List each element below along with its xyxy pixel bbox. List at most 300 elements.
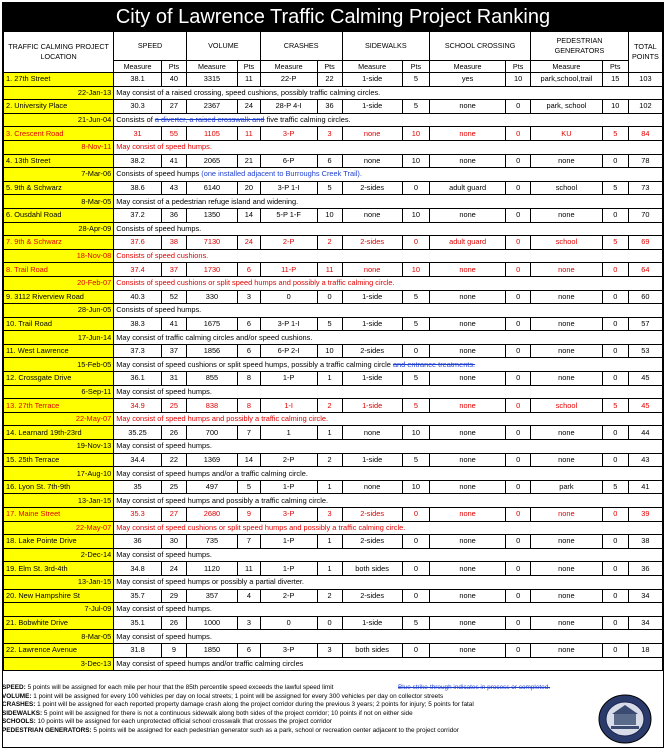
cell-vol: 838 [186,399,237,413]
cell-vol: 1120 [186,562,237,576]
cell-scp: 0 [506,480,531,494]
cell-sw: 1-side [342,73,402,87]
cell-sw: 1-side [342,399,402,413]
subheader-measure: Measure [430,61,506,73]
cell-cr: 22-P [260,73,317,87]
cell-loc: 2. University Place [4,100,114,114]
cell-crp: 3 [317,127,342,141]
cell-spp: 52 [161,290,186,304]
cell-volp: 4 [238,589,261,603]
cell-pgp: 5 [602,399,628,413]
cell-crp: 2 [317,453,342,467]
note-text: May consist of speed humps. [114,630,663,644]
note-date: 17-Aug-10 [4,467,114,481]
cell-sw: none [342,480,402,494]
cell-sc: none [430,508,506,522]
cell-sw: none [342,127,402,141]
cell-swp: 0 [402,643,429,657]
cell-cr: 3-P [260,127,317,141]
note-text: May consist of speed humps. [114,140,663,154]
subheader-measure: Measure [186,61,237,73]
cell-sp: 35.3 [114,508,162,522]
note-date: 28-Apr-09 [4,222,114,236]
cell-vol: 1000 [186,616,237,630]
cell-swp: 5 [402,290,429,304]
cell-vol: 2367 [186,100,237,114]
table-row [4,643,663,657]
cell-cr: 6-P 2-I [260,344,317,358]
blue-strike-note: Blue strike-through indicates in process or completed. [398,684,551,691]
cell-spp: 26 [161,616,186,630]
cell-swp: 5 [402,453,429,467]
cell-crp: 0 [317,616,342,630]
note-text: May consist of speed humps and/or traffic calming circles [114,657,663,671]
cell-loc: 3. Crescent Road [4,127,114,141]
cell-tot: 18 [628,643,662,657]
cell-volp: 9 [238,508,261,522]
note-date: 20-Feb-07 [4,276,114,290]
cell-pgp: 0 [602,426,628,440]
cell-loc: 18. Lake Pointe Drive [4,535,114,549]
cell-pgp: 15 [602,73,628,87]
cell-vol: 7130 [186,236,237,250]
cell-spp: 25 [161,480,186,494]
cell-scp: 0 [506,643,531,657]
cell-sw: none [342,426,402,440]
legend-sidewalks: SIDEWALKS: 5 point will be assigned for there is not a continuous sidewalk along both sides of the project corridor; 10 points if not on either side [2,709,413,717]
note-row [4,140,663,154]
cell-swp: 0 [402,508,429,522]
cell-volp: 7 [238,426,261,440]
cell-sw: 2-sides [342,508,402,522]
cell-swp: 5 [402,616,429,630]
cell-pgp: 0 [602,453,628,467]
note-text: May consist of speed humps and possibly a traffic calming circle. [114,494,663,508]
cell-sc: none [430,154,506,168]
cell-volp: 3 [238,616,261,630]
cell-tot: 43 [628,453,662,467]
cell-spp: 40 [161,73,186,87]
cell-tot: 73 [628,181,662,195]
cell-tot: 69 [628,236,662,250]
cell-sc: none [430,317,506,331]
cell-sp: 40.3 [114,290,162,304]
cell-loc: 16. Lyon St. 7th-9th [4,480,114,494]
cell-loc: 17. Maine Street [4,508,114,522]
cell-sc: none [430,263,506,277]
cell-crp: 10 [317,344,342,358]
cell-vol: 1856 [186,344,237,358]
cell-spp: 27 [161,100,186,114]
note-text: May consist of speed humps or possibly a partial diverter. [114,575,663,589]
subheader-pts: Pts [317,61,342,73]
cell-sc: none [430,399,506,413]
note-row [4,440,663,454]
cell-loc: 8. Trail Road [4,263,114,277]
cell-sw: 2-sides [342,589,402,603]
cell-pg: none [531,263,603,277]
legend [2,684,602,736]
note-row [4,548,663,562]
cell-volp: 24 [238,100,261,114]
cell-tot: 45 [628,372,662,386]
cell-volp: 20 [238,181,261,195]
cell-sp: 34.4 [114,453,162,467]
cell-volp: 14 [238,208,261,222]
note-date: 15-Feb-05 [4,358,114,372]
cell-vol: 6140 [186,181,237,195]
table-row [4,508,663,522]
cell-pgp: 0 [602,372,628,386]
cell-scp: 0 [506,535,531,549]
note-date: 2-Dec-14 [4,548,114,562]
legend-schools: SCHOOLS: 10 points will be assigned for each unprotected official school crosswalk that crosses the project corridor [2,718,332,726]
cell-crp: 2 [317,236,342,250]
legend-volume: VOLUME: 1 point will be assigned for every 100 vehicles per day on local streets; 1 point will be assigned for every 300 vehicles per day on collector streets [2,692,444,700]
cell-cr: 1 [260,426,317,440]
note-row [4,358,663,372]
cell-loc: 11. West Lawrence [4,344,114,358]
note-text: May consist of speed cushions or split speed humps, possibly a traffic calming circle and entrance treatments. [114,358,663,372]
cell-sc: none [430,643,506,657]
note-row [4,86,663,100]
cell-sw: none [342,208,402,222]
table-row [4,453,663,467]
table-row [4,208,663,222]
cell-spp: 26 [161,426,186,440]
header-volume: VOLUME [186,32,260,61]
cell-pgp: 5 [602,181,628,195]
note-date: 8-Nov-11 [4,140,114,154]
cell-spp: 9 [161,643,186,657]
cell-tot: 45 [628,399,662,413]
cell-vol: 1105 [186,127,237,141]
note-text: May consist of speed humps. [114,440,663,454]
cell-pgp: 0 [602,208,628,222]
subheader-measure: Measure [260,61,317,73]
cell-swp: 0 [402,236,429,250]
table-row [4,263,663,277]
cell-scp: 0 [506,344,531,358]
cell-cr: 3-P 1-I [260,317,317,331]
note-row [4,521,663,535]
note-row [4,304,663,318]
cell-sc: adult guard [430,236,506,250]
table-row [4,344,663,358]
header-location: TRAFFIC CALMING PROJECT LOCATION [4,32,114,73]
cell-vol: 2065 [186,154,237,168]
cell-tot: 41 [628,480,662,494]
cell-pg: none [531,290,603,304]
cell-volp: 6 [238,344,261,358]
note-date: 17-Jun-14 [4,331,114,345]
cell-cr: 1-P [260,535,317,549]
cell-sc: none [430,562,506,576]
cell-pg: none [531,372,603,386]
cell-pg: none [531,453,603,467]
cell-volp: 24 [238,236,261,250]
cell-sp: 31 [114,127,162,141]
cell-pgp: 0 [602,154,628,168]
note-text: Consists of speed cushions. [114,249,663,263]
cell-tot: 102 [628,100,662,114]
cell-pgp: 0 [602,317,628,331]
cell-scp: 0 [506,317,531,331]
note-row [4,168,663,182]
note-date: 18-Nov-08 [4,249,114,263]
cell-sw: both sides [342,562,402,576]
cell-tot: 60 [628,290,662,304]
cell-vol: 735 [186,535,237,549]
city-seal-icon [597,693,653,745]
cell-sp: 36 [114,535,162,549]
cell-loc: 1. 27th Street [4,73,114,87]
cell-scp: 0 [506,426,531,440]
cell-cr: 11-P [260,263,317,277]
note-row [4,603,663,617]
table-row [4,426,663,440]
cell-tot: 64 [628,263,662,277]
cell-swp: 10 [402,480,429,494]
cell-volp: 21 [238,154,261,168]
cell-swp: 0 [402,589,429,603]
cell-cr: 1-P [260,562,317,576]
cell-crp: 5 [317,181,342,195]
cell-pg: park,school,trail [531,73,603,87]
cell-pg: none [531,344,603,358]
cell-loc: 12. Crossgate Drive [4,372,114,386]
cell-cr: 3-P 1-I [260,181,317,195]
cell-swp: 5 [402,399,429,413]
header-speed: SPEED [114,32,187,61]
cell-vol: 1850 [186,643,237,657]
note-text: May consist of speed humps. [114,385,663,399]
note-text: Consists of speed humps. [114,304,663,318]
cell-sp: 38.1 [114,73,162,87]
note-date: 13-Jan-15 [4,494,114,508]
cell-cr: 6-P [260,154,317,168]
cell-pg: none [531,616,603,630]
cell-crp: 0 [317,290,342,304]
note-text: Consists of speed humps. [114,222,663,236]
cell-sw: 1-side [342,616,402,630]
cell-sp: 35.1 [114,616,162,630]
note-row [4,276,663,290]
cell-pgp: 0 [602,643,628,657]
cell-cr: 5-P 1-F [260,208,317,222]
note-date: 7-Jul-09 [4,603,114,617]
note-text: May consist of speed humps. [114,603,663,617]
cell-pgp: 0 [602,263,628,277]
cell-sc: none [430,453,506,467]
table-row [4,154,663,168]
cell-tot: 34 [628,589,662,603]
note-row [4,494,663,508]
cell-sp: 30.3 [114,100,162,114]
cell-scp: 0 [506,154,531,168]
cell-volp: 7 [238,535,261,549]
note-date: 22-May-07 [4,521,114,535]
cell-swp: 0 [402,535,429,549]
table-row [4,616,663,630]
subheader-measure: Measure [531,61,603,73]
cell-spp: 24 [161,562,186,576]
cell-pg: none [531,535,603,549]
cell-tot: 84 [628,127,662,141]
cell-cr: 2-P [260,236,317,250]
cell-sp: 36.1 [114,372,162,386]
cell-sc: none [430,589,506,603]
cell-tot: 36 [628,562,662,576]
cell-vol: 1369 [186,453,237,467]
cell-sc: none [430,372,506,386]
cell-crp: 2 [317,589,342,603]
cell-sp: 38.3 [114,317,162,331]
cell-crp: 1 [317,426,342,440]
cell-sc: none [430,344,506,358]
cell-sp: 34.8 [114,562,162,576]
cell-loc: 13. 27th Terrace [4,399,114,413]
cell-scp: 0 [506,127,531,141]
cell-swp: 10 [402,154,429,168]
cell-spp: 29 [161,589,186,603]
cell-sp: 37.2 [114,208,162,222]
cell-tot: 34 [628,616,662,630]
cell-tot: 53 [628,344,662,358]
cell-pgp: 10 [602,100,628,114]
cell-tot: 78 [628,154,662,168]
cell-sw: 1-side [342,372,402,386]
table-row [4,535,663,549]
cell-crp: 3 [317,643,342,657]
cell-crp: 1 [317,535,342,549]
cell-vol: 1350 [186,208,237,222]
cell-sw: none [342,154,402,168]
header-total-points: TOTAL POINTS [628,32,662,73]
note-text: Consists of speed humps (one installed adjacent to Burroughs Creek Trail). [114,168,663,182]
cell-scp: 0 [506,181,531,195]
note-text: Consists of speed cushions or split speed humps and possibly a traffic calming circle. [114,276,663,290]
note-row [4,195,663,209]
cell-cr: 1-P [260,372,317,386]
note-text: Consists of a diverter, a raised crosswalk and five traffic calming circles. [114,113,663,127]
cell-volp: 3 [238,290,261,304]
cell-spp: 25 [161,399,186,413]
note-text: May consist of speed humps and possibly a traffic calming circle. [114,412,663,426]
note-date: 13-Jan-15 [4,575,114,589]
cell-pg: none [531,589,603,603]
table-row [4,236,663,250]
cell-cr: 2-P [260,453,317,467]
cell-pgp: 0 [602,508,628,522]
subheader-pts: Pts [506,61,531,73]
cell-volp: 8 [238,399,261,413]
cell-spp: 55 [161,127,186,141]
cell-tot: 103 [628,73,662,87]
cell-sw: 2-sides [342,535,402,549]
note-text: May consist of traffic calming circles and/or speed cushions. [114,331,663,345]
cell-loc: 4. 13th Street [4,154,114,168]
cell-cr: 3-P [260,643,317,657]
cell-crp: 1 [317,372,342,386]
cell-pgp: 0 [602,290,628,304]
header-pedestrian-generators: PEDESTRIAN GENERATORS [531,32,629,61]
note-date: 7-Mar-06 [4,168,114,182]
cell-sp: 35.25 [114,426,162,440]
cell-sp: 37.6 [114,236,162,250]
cell-pg: none [531,154,603,168]
cell-loc: 21. Bobwhite Drive [4,616,114,630]
cell-cr: 0 [260,616,317,630]
table-row [4,127,663,141]
cell-pgp: 5 [602,236,628,250]
cell-crp: 11 [317,263,342,277]
cell-sp: 35.7 [114,589,162,603]
note-text: May consist of a pedestrian refuge island and widening. [114,195,663,209]
ranking-sheet [2,2,664,748]
note-date: 8-Mar-05 [4,195,114,209]
cell-cr: 2-P [260,589,317,603]
cell-volp: 6 [238,643,261,657]
cell-spp: 37 [161,263,186,277]
cell-tot: 70 [628,208,662,222]
cell-scp: 0 [506,236,531,250]
cell-loc: 7. 9th & Schwarz [4,236,114,250]
note-row [4,222,663,236]
cell-pg: none [531,643,603,657]
cell-volp: 11 [238,127,261,141]
cell-scp: 10 [506,73,531,87]
cell-vol: 357 [186,589,237,603]
cell-sw: 2-sides [342,344,402,358]
cell-loc: 19. Elm St. 3rd-4th [4,562,114,576]
cell-crp: 5 [317,317,342,331]
cell-spp: 30 [161,535,186,549]
cell-scp: 0 [506,100,531,114]
cell-swp: 10 [402,127,429,141]
subheader-pts: Pts [602,61,628,73]
cell-pgp: 0 [602,562,628,576]
table-row [4,181,663,195]
table-row [4,589,663,603]
page-title: City of Lawrence Traffic Calming Project Ranking [3,3,663,31]
cell-pg: school [531,399,603,413]
cell-pg: school [531,181,603,195]
note-text: May consist of a raised crossing, speed cushions, possibly traffic calming circles. [114,86,663,100]
cell-pgp: 5 [602,127,628,141]
note-row [4,385,663,399]
note-row [4,467,663,481]
cell-sp: 37.4 [114,263,162,277]
cell-loc: 6. Ousdahl Road [4,208,114,222]
note-date: 21-Jun-04 [4,113,114,127]
ranking-body [4,73,663,671]
cell-crp: 22 [317,73,342,87]
note-row [4,657,663,671]
cell-volp: 6 [238,317,261,331]
cell-spp: 41 [161,154,186,168]
cell-cr: 0 [260,290,317,304]
cell-sc: none [430,127,506,141]
cell-crp: 2 [317,399,342,413]
cell-sw: 2-sides [342,181,402,195]
cell-pg: none [531,508,603,522]
cell-swp: 5 [402,73,429,87]
legend-pedestrian: PEDESTRIAN GENERATORS: 5 points will be assigned for each pedestrian generator such as a park, school or recreation center adjacent to the project corridor [2,726,459,734]
cell-pg: KU [531,127,603,141]
cell-pg: school [531,236,603,250]
header-sidewalks: SIDEWALKS [342,32,429,61]
